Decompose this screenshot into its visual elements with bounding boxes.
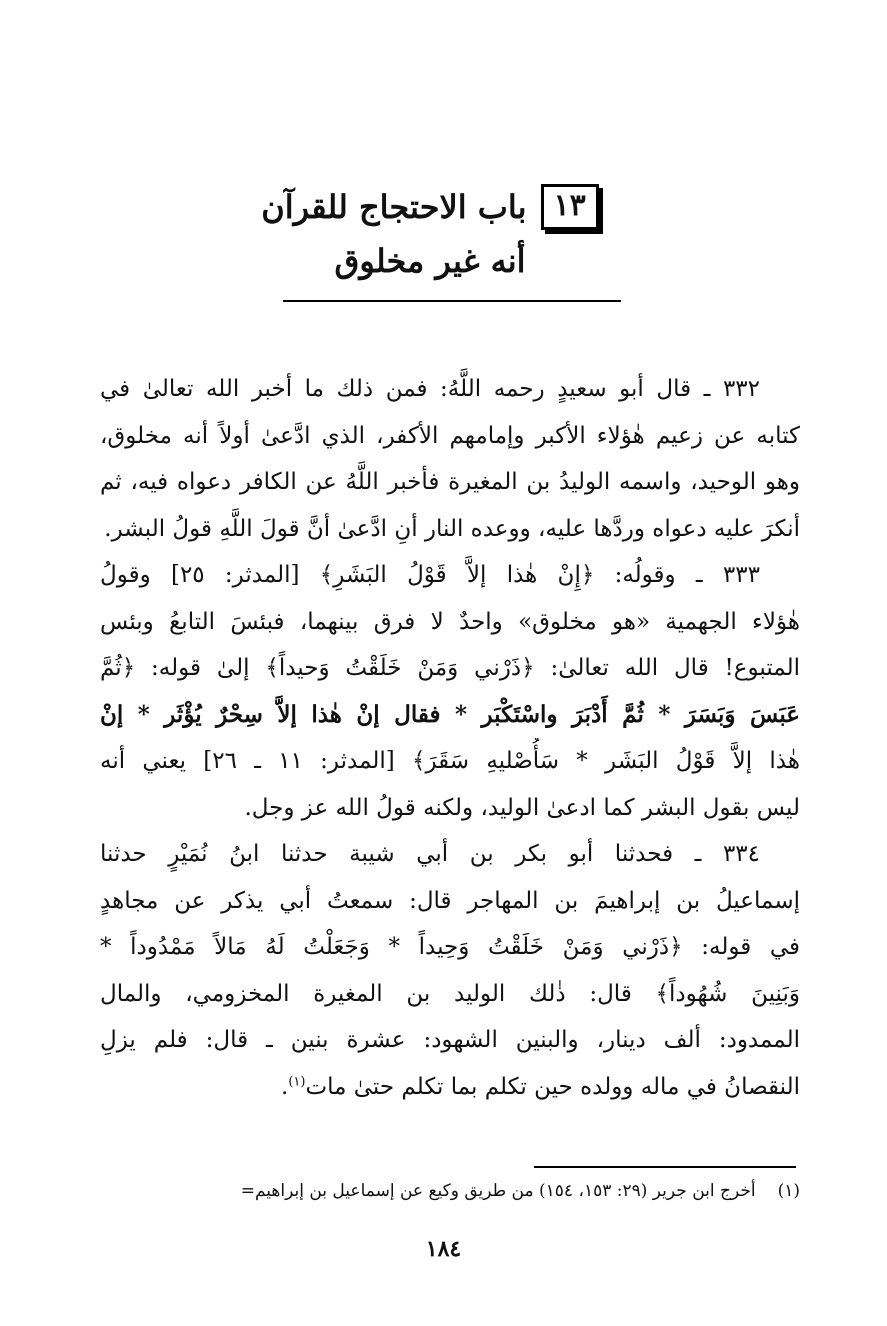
footnote-divider <box>534 1166 796 1168</box>
chapter-heading <box>230 184 630 282</box>
body-text <box>100 366 800 1110</box>
text-line: في قوله: ﴿ذَرْني وَمَنْ خَلَقْتُ وَحِيداً * وَجَعَلْتُ لَهُ مَالاً مَمْدُوداً * <box>100 934 800 960</box>
text-line: أنكرَ عليه دعواه وردَّها عليه، ووعده النار أنِ ادَّعىٰ أنَّ قولَ اللَّهِ قولُ البشر. <box>104 515 800 542</box>
text-line: كتابه عن زعيم هٰؤلاء الأكبر وإمامهم الأكفر، الذي ادَّعىٰ أولاً أنه مخلوق، <box>100 422 800 449</box>
chapter-title: باب الاحتجاج للقرآن <box>261 188 527 226</box>
text-line: الممدود: ألف دينار، والبنين الشهود: عشرة بنين ـ قال: فلم يزلِ <box>100 1027 800 1053</box>
text-line: ٣٣٤ ـ فحدثنا أبو بكر بن أبي شيبة حدثنا ابنُ نُمَيْرٍ حدثنا <box>100 841 760 867</box>
footnote <box>110 1178 800 1204</box>
text-line: وهو الوحيد، واسمه الوليدُ بن المغيرة فأخبر اللَّهُ عن الكافر دعواه فيه، ثم <box>100 469 800 495</box>
page-number: ١٨٤ <box>425 1236 462 1262</box>
text-line: ٣٣٣ ـ وقولُه: ﴿إِنْ هٰذا إلاَّ قَوْلُ البَشَرِ﴾ [المدثر: ٢٥] وقولُ <box>100 562 760 588</box>
text-line: ٣٣٢ ـ قال أبو سعيدٍ رحمه اللَّهُ: فمن ذلك ما أخبر الله تعالىٰ في <box>100 376 760 402</box>
chapter-subtitle: أنه غير مخلوق <box>334 242 526 280</box>
text-line: المتبوع! قال الله تعالىٰ: ﴿ذَرْني وَمَنْ خَلَقْتُ وَحيداً﴾ إلىٰ قوله: ﴿ثُمَّ <box>100 655 800 681</box>
footnote-mark: (١) <box>777 1181 800 1201</box>
footnote-text: أخرج ابن جرير (٢٩: ١٥٣، ١٥٤) من طريق وكيع عن إسماعيل بن إبراهيم= <box>240 1181 756 1201</box>
text-line-content: النقصانُ في ماله وولده حين تكلم بما تكلم حتىٰ مات <box>305 1073 800 1100</box>
footnote-reference[interactable]: (١) <box>288 1073 306 1089</box>
text-line: وَبَنِينَ شُهُوداً﴾ قال: ذٰلك الوليد بن المغيرة المخزومي، والمال <box>100 980 800 1007</box>
text-line-last: النقصانُ في ماله وولده حين تكلم بما تكلم حتىٰ مات$^{(١)}$. <box>281 1073 800 1100</box>
text-line: هٰذا إلاَّ قَوْلُ البَشَر * سَأُصْليهِ سَقَرَ﴾ [المدثر: ١١ ـ ٢٦] يعني أنه <box>100 748 800 774</box>
text-line: عَبَسَ وَبَسَرَ * ثُمَّ أَدْبَرَ واسْتَكْبَر * فقال إنْ هٰذا إلاَّ سِحْرٌ يُؤْثَر * إنْ <box>100 700 800 728</box>
text-line: إسماعيلُ بن إبراهيمَ بن المهاجر قال: سمعتُ أبي يذكر عن مجاهدٍ <box>100 887 800 914</box>
text-line: ليس بقول البشر كما ادعىٰ الوليد، ولكنه قولُ الله عز وجل. <box>244 794 800 821</box>
text-line: هٰؤلاء الجهمية «هو مخلوق» واحدٌ لا فرق بينهما، فبئسَ التابعُ وبئس <box>100 608 800 635</box>
chapter-number-box: ١٣ <box>541 184 599 230</box>
chapter-divider <box>283 300 621 302</box>
